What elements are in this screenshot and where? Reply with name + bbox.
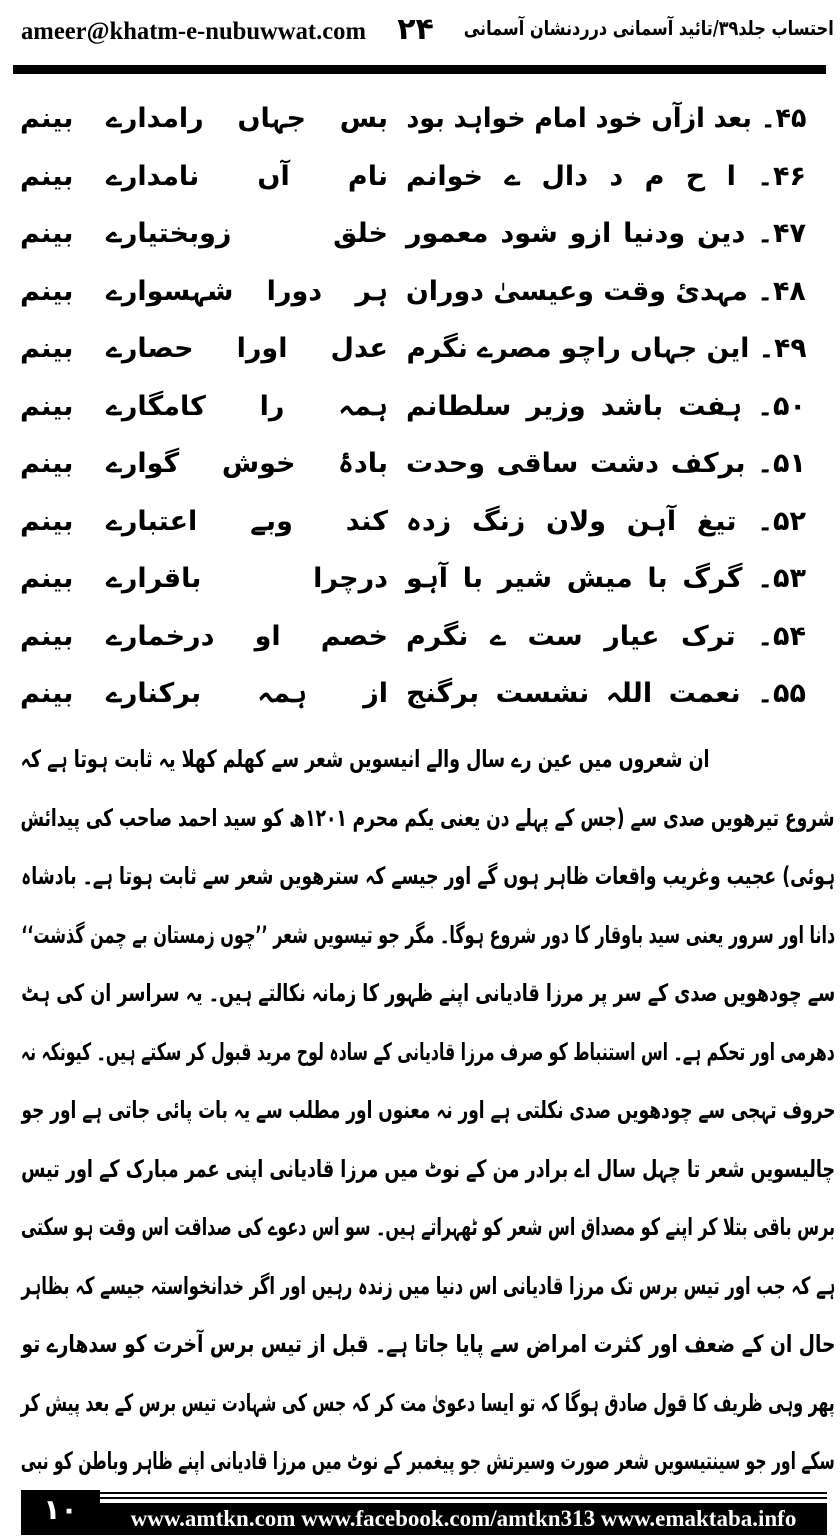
verse-line xyxy=(20,90,806,148)
prose-line-text: دھرمی اور تحکم ہے۔ اس استنباط کو صرف مرزا قادیانی کے سادہ لوح مرید قبول کر سکتے ہیں۔ کیونکہ نہ xyxy=(21,1037,835,1066)
prose-line xyxy=(21,1140,835,1199)
prose-line-text: ہے کہ جب اور تیس برس تک مرزا قادیانی اس دنیا میں زندہ رہیں اور اگر خدانخواستہ جیسے کہ بظاہر xyxy=(21,1271,835,1300)
verse-first-hemistich xyxy=(406,103,806,134)
prose-body xyxy=(21,730,835,1491)
prose-line-text: سکے اور جو سینتیسویں شعر صورت وسیرتش جو پیغمبر کے نوٹ میں مرزا قادیانی اپنے ظاہر وباطن کو نبی xyxy=(20,1447,835,1475)
verse-line xyxy=(20,608,806,666)
verse-refrain-text: بینم xyxy=(20,505,74,537)
prose-line xyxy=(21,730,835,789)
verse-refrain-text: بینم xyxy=(20,678,74,710)
verse-refrain xyxy=(20,563,106,594)
verse-refrain xyxy=(20,103,106,134)
prose-line xyxy=(21,1023,835,1082)
prose-line-text: چالیسویں شعر تا چہل سال اے برادر من کے نوٹ میں مرزا قادیانی اپنی عمر مبارک کے اور تیس xyxy=(20,1154,835,1183)
prose-line-text: حروف تہجی سے چودھویں صدی نکلتی ہے اور نہ معنوں اور مطلب سے یہ بات پائی جاتی ہے اور جو xyxy=(21,1096,835,1124)
page-header xyxy=(21,12,834,56)
verse-first-hemistich xyxy=(406,621,806,652)
header-title xyxy=(464,16,834,40)
verse-first-hemistich-text: ۴۹۔ این جہاں راچو مصرے نگرم xyxy=(405,333,806,365)
footer-divider xyxy=(100,1492,827,1494)
verse-refrain-text: بینم xyxy=(20,160,74,192)
verse-second-hemistich-text: بادۂ خوش گوارے xyxy=(106,448,388,480)
verse-refrain-text: بینم xyxy=(20,390,74,422)
verse-line xyxy=(20,148,806,206)
prose-line xyxy=(21,789,835,848)
verse-refrain xyxy=(20,621,106,652)
verse-first-hemistich-text: ۴۸۔ مہدیٔ وقت وعیسیٰ دوران xyxy=(406,275,806,307)
verse-first-hemistich xyxy=(406,161,806,192)
verse-first-hemistich-text: ۴۷۔ دین ودنیا ازو شود معمور xyxy=(405,218,806,250)
verse-first-hemistich xyxy=(406,218,806,249)
verse-second-hemistich-text: خصم او درخمارے xyxy=(106,620,388,652)
header-rule xyxy=(13,65,826,74)
verse-second-hemistich-text: نام آں نامدارے xyxy=(106,160,388,192)
verse-second-hemistich xyxy=(106,161,406,192)
verse-refrain-text: بینم xyxy=(20,448,74,480)
verse-refrain-text: بینم xyxy=(20,103,74,135)
verse-first-hemistich xyxy=(406,276,806,307)
verse-first-hemistich-text: ۵۲۔ تیغ آہن ولان زنگ زدہ xyxy=(406,505,806,537)
verse-second-hemistich-text: خلق زوبختیارے xyxy=(106,218,388,250)
verse-refrain-text: بینم xyxy=(20,218,74,250)
verse-first-hemistich-text: ۵۳۔ گرگ با میش شیر با آہو xyxy=(406,563,806,595)
verse-line xyxy=(20,205,806,263)
prose-line xyxy=(21,964,835,1023)
footer-divider xyxy=(100,1497,827,1499)
verse-refrain-text: بینم xyxy=(20,333,74,365)
prose-line xyxy=(21,1432,835,1491)
verse-refrain xyxy=(20,161,106,192)
prose-line-text: ہوئی) عجیب وغریب واقعات ظاہر ہوں گے اور جیسے کہ سترھویں شعر سے ثابت ہوتا ہے۔ بادشاہ xyxy=(21,862,835,890)
prose-line-text: دانا اور سرور یعنی سید باوقار کا دور شروع ہوگا۔ مگر جو تیسویں شعر ’’چوں زمستان بے چمن گذشت‘‘ xyxy=(21,920,835,949)
verse-line xyxy=(20,665,806,723)
verse-refrain xyxy=(20,333,106,364)
verse-second-hemistich xyxy=(106,621,406,652)
verse-second-hemistich xyxy=(106,103,406,134)
verse-first-hemistich-text: ۵۵۔ نعمت اللہ نشست برگنج xyxy=(406,678,806,710)
prose-line xyxy=(21,1257,835,1316)
verse-line xyxy=(20,320,806,378)
verse-line xyxy=(20,263,806,321)
verse-second-hemistich-text: درچرا باقرارے xyxy=(106,563,388,595)
verse-second-hemistich xyxy=(106,678,406,709)
prose-line xyxy=(21,1198,835,1257)
verse-first-hemistich xyxy=(406,391,806,422)
prose-line-text: سے چودھویں صدی کے سر پر مرزا قادیانی اپنے ظہور کا زمانہ نکالتے ہیں۔ یہ سراسر ان کی ہٹ xyxy=(21,979,835,1007)
verse-second-hemistich-text: ہر دورا شہسوارے xyxy=(106,275,388,307)
verse-refrain xyxy=(20,391,106,422)
verse-list xyxy=(20,90,806,723)
verse-refrain-text: بینم xyxy=(20,275,74,307)
prose-line xyxy=(21,1081,835,1140)
prose-line-text: ان شعروں میں عین رے سال والے انیسویں شعر سے کھلم کھلا یہ ثابت ہوتا ہے کہ xyxy=(21,745,710,773)
header-email-text: ameer@khatm-e-nubuwwat.com xyxy=(21,18,367,45)
verse-second-hemistich-text: عدل اورا حصارے xyxy=(106,333,388,365)
verse-first-hemistich-text: ۵۰۔ ہفت باشد وزیر سلطانم xyxy=(406,390,806,422)
verse-refrain xyxy=(20,218,106,249)
verse-refrain xyxy=(20,448,106,479)
verse-first-hemistich xyxy=(406,678,806,709)
verse-second-hemistich xyxy=(106,333,406,364)
verse-line xyxy=(20,493,806,551)
verse-second-hemistich xyxy=(106,448,406,479)
prose-line-text: حال ان کے ضعف اور کثرت امراض سے پایا جاتا ہے۔ قبل از تیس برس آخرت کو سدھارے تو xyxy=(20,1330,835,1358)
header-email xyxy=(21,18,366,46)
verse-second-hemistich xyxy=(106,391,406,422)
verse-second-hemistich-text: کند وبے اعتبارے xyxy=(106,505,388,537)
prose-line xyxy=(21,1315,835,1374)
verse-first-hemistich-text: ۴۶۔ ا ح م د دال ے خوانم xyxy=(406,160,806,192)
verse-refrain xyxy=(20,276,106,307)
header-title-text: احتساب جلد۳۹/تائید آسمانی درردنشان آسمانی xyxy=(464,16,834,40)
verse-second-hemistich-text: از ہمہ برکنارے xyxy=(106,678,388,710)
verse-first-hemistich-text: ۴۵۔ بعد ازآں خود امام خواہد بود xyxy=(406,103,806,135)
verse-second-hemistich-text: ہمہ را کامگارے xyxy=(106,390,388,422)
verse-line xyxy=(20,550,806,608)
verse-second-hemistich xyxy=(106,218,406,249)
prose-line xyxy=(21,1374,835,1433)
verse-second-hemistich xyxy=(106,506,406,537)
verse-first-hemistich xyxy=(406,448,806,479)
verse-first-hemistich xyxy=(406,563,806,594)
verse-refrain xyxy=(20,506,106,537)
footer-links: www.amtkn.com www.facebook.com/amtkn313 www.emaktaba.info xyxy=(100,1503,827,1535)
verse-refrain xyxy=(20,678,106,709)
prose-line xyxy=(21,847,835,906)
verse-first-hemistich-text: ۵۴۔ ترک عیار ست ے نگرم xyxy=(406,620,806,652)
verse-line xyxy=(20,435,806,493)
verse-first-hemistich xyxy=(406,333,806,364)
verse-line xyxy=(20,378,806,436)
verse-refrain-text: بینم xyxy=(20,563,74,595)
verse-second-hemistich-text: بس جہاں رامدارے xyxy=(106,103,388,135)
prose-line-text: پھر وہی ظریف کا قول صادق ہوگا کہ تو ایسا دعویٰ مت کر کہ جس کی شہادت تیس برس کے بعد پیش کر xyxy=(21,1388,835,1417)
verse-second-hemistich xyxy=(106,563,406,594)
prose-line-text: شروع تیرھویں صدی سے (جس کے پہلے دن یعنی یکم محرم ۱۲۰۱ھ کو سید احمد صاحب کی پیدائش xyxy=(20,803,835,832)
header-page-number: ۲۴ xyxy=(397,12,434,47)
verse-first-hemistich-text: ۵۱۔ برکف دشت ساقی وحدت xyxy=(406,448,806,480)
verse-second-hemistich xyxy=(106,276,406,307)
prose-line xyxy=(21,906,835,965)
verse-first-hemistich xyxy=(406,506,806,537)
footer-page-number: ۱۰ xyxy=(21,1490,100,1535)
verse-refrain-text: بینم xyxy=(20,620,74,652)
prose-line-text: برس باقی بتلا کر اپنے کو مصداق اس شعر کو ٹھہراتے ہیں۔ سو اس دعوے کی صداقت اس وقت ہو سکتی xyxy=(21,1213,835,1241)
